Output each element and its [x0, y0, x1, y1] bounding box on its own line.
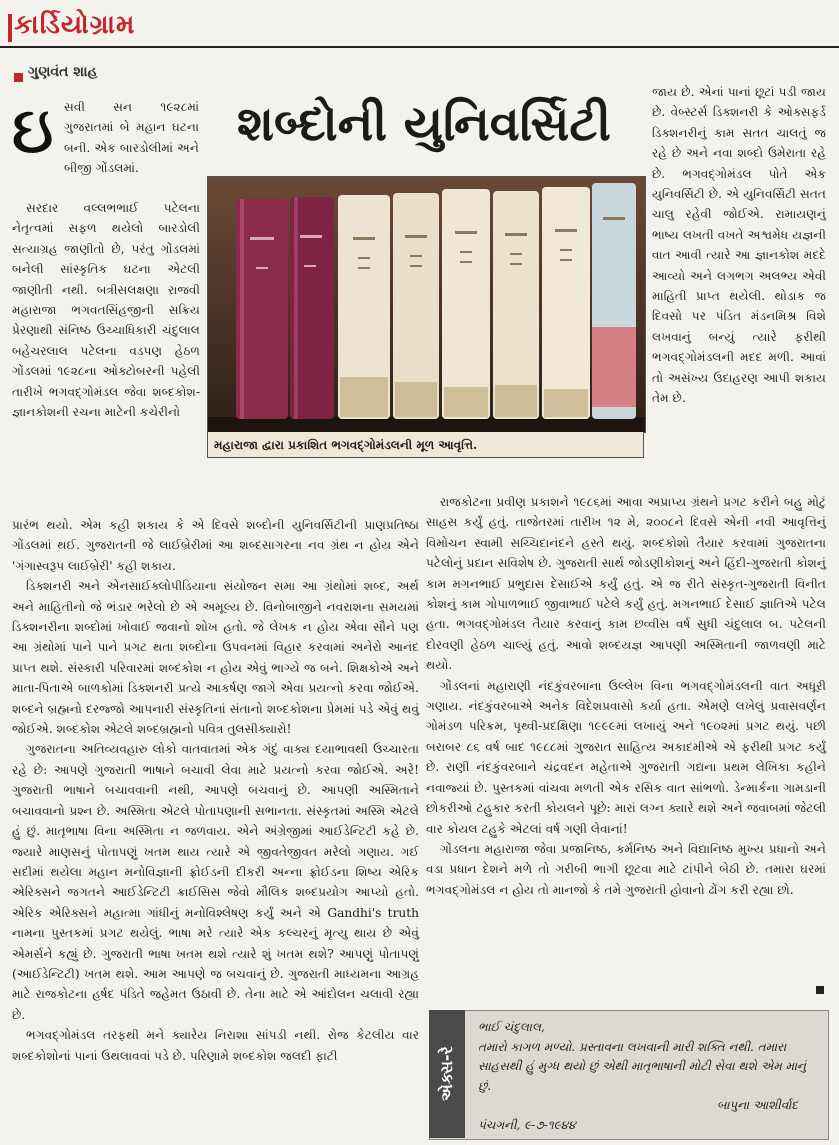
article-column-left-lower	[12, 515, 419, 1066]
article-column-right-lower	[426, 492, 826, 900]
photo-caption: મહારાજા દ્વારા પ્રકાશિત ભગવદ્‌ગોમંડલની મૂળ આવૃત્તિ.	[207, 432, 644, 458]
letter-signature: બાપુના આશીર્વાદ	[716, 1098, 798, 1112]
xray-label: એક્સ-રે	[437, 1046, 456, 1102]
end-mark-icon	[816, 986, 824, 994]
column-title: કાર્ડિયોગ્રામ	[14, 10, 136, 40]
bookshelf-photo	[207, 176, 646, 433]
book-volumes-image	[208, 177, 645, 432]
letter-body: તમારો કાગળ મળ્યો. પ્રસ્તાવના લખવાની મારી શક્તિ નથી. તમારા સાહસથી હું મુગ્ધ થયો છું એથી માતૃભાષાની મોટી સેવા થશે એમ માનું છું.	[478, 1039, 806, 1093]
author-square-icon	[14, 73, 23, 82]
intro-paragraph: સવી સન ૧૯૨૮માં ગુજરાતમાં બે મહાન ઘટના બની. એક બારડોલીમાં અને બીજી ગોંડલમાં.	[64, 100, 199, 176]
paragraph: ગોંડલના મહારાજા જેવા પ્રજાનિષ્ઠ, કર્મનિષ્ઠ અને વિદ્યાનિષ્ઠ મુખ્ય પ્રધાનો અને વડા પ્રધાન દેશને મળે તો ગરીબી ભાગી છૂટવા માટે ટાંપીને બેઠી છે. તમારા ઘરમાં ભગવદ્‌ગોમંડલ ન હોય તો માનજો કે તમે ગુજરાતી હોવાનો ઢોંગ કરી રહ્યા છો.	[426, 841, 826, 897]
column-title-bracket	[8, 14, 12, 42]
paragraph: સરદાર વલ્લભભાઈ પટેલના નેતૃત્વમાં સફળ થયેલો બારડોલી સત્યાગ્રહ જાણીતો છે, પરંતુ ગોંડલમાં બનેલી સાંસ્કૃતિક ઘટના એટલી જાણીતી નથી. બત્રીસલક્ષણા રાજવી મહારાજા ભગવતસિંહજીની સક્રિય પ્રેરણાથી સંનિષ્ઠ ઉચ્ચાધિકારી ચંદુલાલ બહેચરલાલ પટેલના વડપણ હેઠળ ગોંડલમાં ૧૯૨૮ના ઓક્ટોબરની પહેલી તારીખે ભગવદ્‌ગોમંડલ જેવા શબ્દકોશ-જ્ઞાનકોશની રચના માટેની કચેરીનો	[12, 201, 200, 420]
drop-cap: ઇ	[12, 93, 54, 168]
article-column-left	[12, 198, 200, 422]
paragraph: જાય છે. એનાં પાનાં છૂટાં પડી જાય છે. વેબ્સ્ટર્સ ડિક્શનરી કે ઓક્સફર્ડ ડિક્શનરીનું કામ સતત ચાલતું જ રહે છે અને નવા શબ્દો ઉમેરાતા રહે છે. ભગવદ્‌ગોમંડલ પોતે એક યુનિવર્સિટી છે. એ યુનિવર્સિટી સતત ચાલુ રહેવી જોઈએ. રામાયણનું ભાષ્ય લખતી વખતે અશ્વમેધ યજ્ઞની વાત આવી ત્યારે આ જ્ઞાનકોશ મદદે આવ્યો અને લગભગ અલભ્ય એવી માહિતી પ્રાપ્ત થયેલી. થોડાક જ દિવસો પર પંડિત મંડનમિશ્ર વિશે લખવાનું બન્યું ત્યારે ફરીથી ભગવદ્‌ગોમંડલની મદદ મળી. આવાં તો અસંખ્ય ઉદાહરણ આપી શકાય તેમ છે.	[652, 85, 826, 406]
article-column-right-top	[652, 82, 826, 409]
paragraph: ગુજરાતના અતિવ્યવહારુ લોકો વાતવાતમાં એક ગંદું વાક્ય દયાભાવથી ઉચ્ચારતા રહે છે: આપણે ગુજરાતી ભાષાને બચાવી લેવા માટે પ્રયત્નો કરવા જોઈએ. અરે! ગુજરાતી ભાષાને બચાવવાની નથી, આપણે બચવાનું છે. આપણી અસ્મિતાને બચાવવાનો પ્રશ્ન છે. અસ્મિતા એટલે પોતાપણાની સભાનતા. સંસ્કૃતમાં અસ્મિ એટલે હું છું. માતૃભાષા વિના અસ્મિતા ન જળવાય. એને અંગ્રેજીમાં આઈડેન્ટિટી કહે છે. જ્યારે માણસનું પોતાપણું ખતમ થાય ત્યારે એ જીવતેજીવત મરેલો ગણાય. ગઈ સદીમાં થયેલા મહાન મનોવિજ્ઞાની ફ્રોઈડની દીકરી અન્ના ફ્રોઈડના શિષ્ય એરિક એરિક્સને જગતને આઈડેન્ટિટી ક્રાઈસિસ જેવો મૌલિક શબ્દપ્રયોગ આપ્યો હતો. એરિક એરિક્સને મહાત્મા ગાંધીનું મનોવિશ્લેષણ કર્યું અને એ Gandhi's truth નામના પુસ્તકમાં પ્રગટ થયેલું. ભાષા મરે ત્યારે એક કલ્ચરનું મૃત્યુ થાય છે એવું એમર્સને કહ્યું છે. ગુજરાતી ભાષા ખતમ થશે ત્યારે શું ખતમ થશે? આપણું પોતાપણું (આઈડેન્ટિટી) ખતમ થશે. આમ આપણે જ બચવાનું છે. ગુજરાતી માધ્યમના આગ્રહ માટે રાજકોટના હર્ષદ પંડિતે જહેમત ઉઠાવી છે. તેના માટે એ આંદોલન ચલાવી રહ્યા છે.	[12, 742, 419, 1022]
paragraph: પ્રારંભ થયો. એમ કહી શકાય કે એ દિવસે શબ્દોની યુનિવર્સિટીની પ્રાણપ્રતિષ્ઠા ગોંડલમાં થઈ. ગુજરાતની જે લાઈબ્રેરીમાં આ શબ્દસાગરના નવ ગ્રંથ ન હોય એને 'ગંગાસ્વરૂપ લાઈબ્રેરી' કહી શકાય.	[12, 518, 419, 573]
article-title: શબ્દોની યુનિવર્સિટી	[236, 96, 612, 152]
paragraph: ડિક્શનરી અને એનસાઈક્લોપીડિયાના સંયોજન સમા આ ગ્રંથોમાં શબ્દ, અર્થ અને માહિતીનો જે ભંડાર ભરેલો છે એ અમૂલ્ય છે. વિનોબાજીને નવરાશના સમયમાં ડિક્શનરીના શબ્દોમાં ખોવાઈ જવાનો શોખ હતો. જે લેખક ન હોય એવા સૌને પણ આ ગ્રંથોમાં પાને પાને પ્રગટ થતા શબ્દોના ઉપવનમાં વિહાર કરવામાં અનેરો આનંદ પ્રાપ્ત થશે. સંસ્કારી પરિવારમાં શબ્દકોશ ન હોય એવું ભાગ્યે જ બને. શિક્ષકોએ અને માતા-પિતાએ બાળકોમાં ડિક્શનરી પ્રત્યે આકર્ષણ જાગે એવા પ્રયત્નો કરવા જોઈએ. શબ્દને બ્રહ્મનો દરજ્જો આપનારી સંસ્કૃતિનાં સંતાનો શબ્દકોશના પ્રેમમાં પડે એવું થવું જોઈએ. શબ્દકોશ એટલે શબ્દબ્રહ્મનો પવિત્ર તુલસીક્યારો!	[12, 579, 419, 737]
letter-place-date: પંચગની, ૯-૭-૧૯૪૪	[478, 1117, 576, 1132]
author-byline: ગુણવંત શાહ	[28, 64, 98, 80]
header-rule	[0, 46, 839, 48]
paragraph: ભગવદ્‌ગોમંડલ તરફથી મને ક્યારેય નિરાશા સાંપડી નથી. રોજ કેટલીય વાર શબ્દકોશોનાં પાનાં ઉથલાવવાં પડે છે. પરિણામે શબ્દકોશ જલદી ફાટી	[12, 1028, 419, 1063]
paragraph: ગોંડલનાં મહારાણી નંદકુંવરબાના ઉલ્લેખ વિના ભગવદ્‌ગોમંડલની વાત અધૂરી ગણાય. નંદકુંવરબાએ અનેક વિદેશપ્રવાસો કર્યા હતા. એમણે લખેલું પ્રવાસવર્ણન ગોમંડળ પરિક્રમ, પૃથ્વી-પ્રદક્ષિણા ૧૯૯૯માં લખાયું અને ૧૯૦૨માં પ્રગટ થયું. પછી બરાબર ૮૬ વર્ષ બાદ ૧૯૮૮માં ગુજરાત સાહિત્ય અકાદમીએ એ ફરીથી પ્રગટ કર્યું છે. રાણી નંદકુંવરબાને ચંદ્રવદન મહેતાએ ગુજરાતી ગદ્યના પ્રથમ લેખિકા કહીને નવાજ્યાં છે. પુસ્તકમાં વાંચવા મળતી એક રસિક વાત સાંભળો. ડેન્માર્કના ગામડાની છોકરીઓ ટહુકાર કરતી કોયલને પૂછે: મારાં લગ્ન ક્યારે થશે અને જવાબમાં જેટલી વાર કોયલ ટહુકે એટલાં વર્ષ ગણી લેવાનાં!	[426, 678, 826, 836]
article-intro	[64, 97, 199, 179]
paragraph: રાજકોટના પ્રવીણ પ્રકાશને ૧૯૮૬માં આવા અપ્રાપ્ય ગ્રંથને પ્રગટ કરીને બહુ મોટું સાહસ કર્યું હતું. તાજેતરમાં તારીખ ૧૨ મે, ૨૦૦૮ને દિવસે એની નવી આવૃત્તિનું વિમોચન સ્વામી સચ્ચિદાનંદને હસ્તે થયું. શબ્દકોશો તૈયાર કરવામાં ગુજરાતના પટેલોનું પ્રદાન સવિશેષ છે. ગુજરાતી સાર્થ જોડણીકોશનું અને હિંદી-ગુજરાતી કોશનું કામ મગનભાઈ પ્રભુદાસ દેસાઈએ કર્યું હતું. એ જ રીતે સંસ્કૃત-ગુજરાતી વિનીત કોશનું કામ ગોપાળભાઈ જીવાભાઈ પટેલે કર્યું હતું. મગનભાઈ દેસાઈ જ્ઞાતિએ પટેલ હતા. ભગવદ્‌ગોમંડલ તૈયાર કરવાનું કામ છવ્વીસ વર્ષ સુધી ચંદુલાલ બ. પટેલની દોરવણી હેઠળ ચાલ્યું હતું. આવો શબ્દયજ્ઞ આપણી અસ્મિતાની જાળવણી માટે થયો.	[426, 495, 826, 673]
letter-salutation: ભાઈ ચંદુલાલ,	[478, 1020, 545, 1034]
gandhi-letter	[478, 1018, 818, 1135]
